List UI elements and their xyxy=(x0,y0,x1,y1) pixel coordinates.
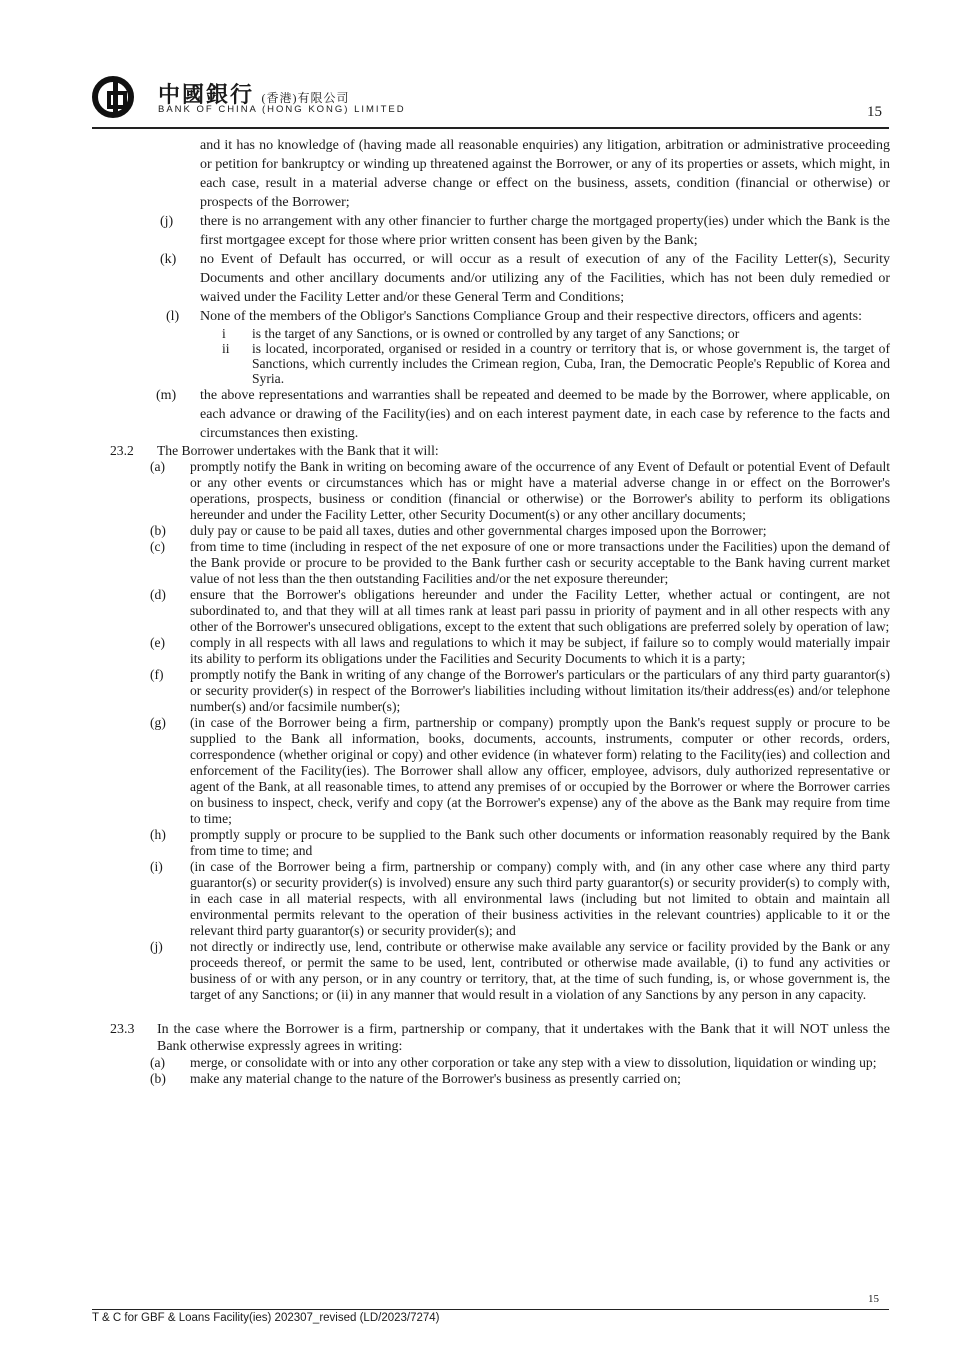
sub-text: is located, incorporated, organised or resided in a country or territory that is, or whose government is, the target of Sanctions, which currently includes the Crimean region, Cuba, Iran, the Democratic People's Republic of Korea and Syria. xyxy=(252,341,890,386)
section-number: 23.3 xyxy=(110,1022,135,1037)
footer-text: T & C for GBF & Loans Facility(ies) 202307_revised (LD/2023/7274) xyxy=(92,1312,440,1324)
item-label: (l) xyxy=(166,309,180,324)
clause-item xyxy=(150,523,890,539)
item-text: no Event of Default has occurred, or will occur as a result of execution of any of the Facility Letter(s), Security Documents and other ancillary documents and/or utilizing any of the Facilities, which has not been duly remedied or waived under the Facility Letter and/or these General Term and Conditions; xyxy=(200,252,890,305)
item-text: there is no arrangement with any other financier to further charge the mortgaged property(ies) under which the Bank is the first mortgagee except for those where prior written consent has been given by the Bank; xyxy=(200,214,890,248)
item-label: (a) xyxy=(150,1055,166,1070)
footer-rule xyxy=(92,1309,889,1310)
sub-label: ii xyxy=(222,341,230,356)
sub-label: i xyxy=(222,326,226,341)
item-label: (g) xyxy=(150,715,166,730)
intro-paragraph: and it has no knowledge of (having made all reasonable enquiries) any litigation, arbitration or administrative proceeding or petition for bankruptcy or winding up threatened against the Borrower, or any of its properties or assets, which might, in each case, result in a material adverse change or effect on the business, assets, condition (financial or otherwise) or prospects of the Borrower; xyxy=(200,138,890,210)
item-label: (h) xyxy=(150,827,166,842)
item-label: (j) xyxy=(150,939,163,954)
bank-cn: 中國銀行 xyxy=(158,82,255,107)
section-23-2 xyxy=(110,443,890,459)
clause-item xyxy=(150,587,890,635)
item-text: the above representations and warranties shall be repeated and deemed to be made by the Borrower, where applicable, on each advance or drawing of the Facility(ies) and on each interest payment date, in each case by reference to the facts and circumstances then existing. xyxy=(200,388,890,441)
item-label: (k) xyxy=(160,252,177,267)
item-text: promptly notify the Bank in writing of any change of the Borrower's particulars or the particulars of any third party guarantor(s) or security provider(s) in respect of the Borrower's liabilities including without limitation its/their address(es) and/or telephone number(s) and/or facsimile number(s); xyxy=(190,667,890,714)
clause-item xyxy=(166,307,890,326)
clause-item xyxy=(150,939,890,1003)
bank-logo-icon xyxy=(92,76,134,118)
item-label: (f) xyxy=(150,667,164,682)
clause-item xyxy=(150,635,890,667)
clause-item xyxy=(160,212,890,250)
bank-cn-suffix: (香港)有限公司 xyxy=(261,91,350,105)
header-rule xyxy=(92,127,889,129)
clause-item xyxy=(150,1055,890,1071)
sub-item xyxy=(222,326,890,341)
sub-item xyxy=(222,341,890,386)
item-text: ensure that the Borrower's obligations hereunder and under the Facility Letter, whether actual or contingent, are not subordinated to, and that they will at all times rank at least pari passu in priority of payment and in all other respects with any other of the Borrower's unsecured obligations, except to the extent that such obligations are preferred solely by operation of law; xyxy=(190,587,890,634)
item-label: (a) xyxy=(150,459,166,474)
section-23-2-items xyxy=(110,459,890,1003)
item-label: (b) xyxy=(150,1071,166,1086)
clause-item xyxy=(150,539,890,587)
document-body xyxy=(110,136,890,1087)
item-text: None of the members of the Obligor's Sanctions Compliance Group and their respective directors, officers and agents: xyxy=(200,309,863,324)
section-23-3 xyxy=(110,1021,890,1055)
item-text: merge, or consolidate with or into any other corporation or take any step with a view to dissolution, liquidation or winding up; xyxy=(190,1055,877,1070)
item-label: (e) xyxy=(150,635,166,650)
section-text: In the case where the Borrower is a firm, partnership or company, that it undertakes with the Bank that it will NOT unless the Bank otherwise expressly agrees in writing: xyxy=(157,1022,890,1054)
clause-item xyxy=(150,859,890,939)
clause-item xyxy=(150,827,890,859)
bank-name-english: BANK OF CHINA (HONG KONG) LIMITED xyxy=(158,104,406,115)
section-number: 23.2 xyxy=(110,443,134,458)
item-text: (in case of the Borrower being a firm, partnership or company) promptly upon the Bank's request supply or procure to be supplied to the Bank all information, books, documents, accounts, instruments, computer or other records, orders, correspondence (whether original or copy) and other evidence (in whatever form) relating to the Facility(ies) and collection and enforcement of the Facility(ies). The Borrower shall allow any officer, employee, advisors, duly authorized representative or agent of the Bank, at all reasonable times, to attend any premises of or occupied by the Borrower or where the Borrower carries on business to inspect, check, verify and copy (at the Borrower's expense) any of the above as the Bank may require from time to time; xyxy=(190,715,890,826)
clause-item xyxy=(150,459,890,523)
item-label: (i) xyxy=(150,859,163,874)
item-text: promptly notify the Bank in writing on becoming aware of the occurrence of any Event of Default or potential Event of Default or any other events or circumstances which has or might have a material adverse change in or effect on the Borrower's operations, prospects, business or condition (financial or otherwise) or the Borrower's ability to perform its obligations hereunder and under the Facility Letter, other Security Document(s) or any other ancillary documents; xyxy=(190,459,890,522)
item-text: comply in all respects with all laws and regulations to which it may be subject, if failure so to comply would materially impair its ability to perform its obligations under the Facilities and Security Documents to which it is a party; xyxy=(190,635,890,666)
clause-item xyxy=(150,715,890,827)
page-number: 15 xyxy=(867,104,882,120)
section-text: The Borrower undertakes with the Bank that it will: xyxy=(157,443,439,458)
item-label: (b) xyxy=(150,523,166,538)
item-text: make any material change to the nature of the Borrower's business as presently carried on; xyxy=(190,1071,681,1086)
item-label: (c) xyxy=(150,539,166,554)
item-label: (m) xyxy=(156,388,177,403)
sub-text: is the target of any Sanctions, or is owned or controlled by any target of any Sanctions; or xyxy=(252,326,740,341)
clause-item xyxy=(156,386,890,443)
item-text: (in case of the Borrower being a firm, partnership or company) comply with, and (in any other case where any third party guarantor(s) or security provider(s) is involved) ensure any such third party guarantor(s) or security provider(s) to comply with, in each case in all material respects, with all environmental laws (including but not limited to obtain and maintain all environmental permits relevant to the operation of their business activities in the relevant countries) applicable to it or the relevant third party guarantor(s) or security provider(s); and xyxy=(190,859,890,938)
clause-item xyxy=(150,1071,890,1087)
footer-page-number: 15 xyxy=(868,1293,879,1305)
item-label: (j) xyxy=(160,214,174,229)
item-text: not directly or indirectly use, lend, contribute or otherwise make available any service or facility provided by the Bank or any proceeds thereof, or permit the same to be used, lent, contributed or otherwise made available, (i) to fund any activities or business of or with any person, or in any country or territory, that, at the time of such funding, is, or whose government is, the target of any Sanctions; or (ii) in any manner that would result in a violation of any Sanctions by any person in any capacity. xyxy=(190,939,890,1002)
item-text: promptly supply or procure to be supplied to the Bank such other documents or information reasonably required by the Bank from time to time; and xyxy=(190,827,890,858)
clause-item xyxy=(150,667,890,715)
item-text: duly pay or cause to be paid all taxes, duties and other governmental charges imposed upon the Borrower; xyxy=(190,523,767,538)
item-text: from time to time (including in respect of the net exposure of one or more transactions under the Facilities) upon the demand of the Bank provide or procure to be provided to the Bank further cash or security acceptable to the Bank having current market value of not less than the then outstanding Facilities and/or the net exposure thereunder; xyxy=(190,539,890,586)
section-23-3-items xyxy=(110,1055,890,1087)
item-label: (d) xyxy=(150,587,166,602)
clause-item xyxy=(160,250,890,307)
